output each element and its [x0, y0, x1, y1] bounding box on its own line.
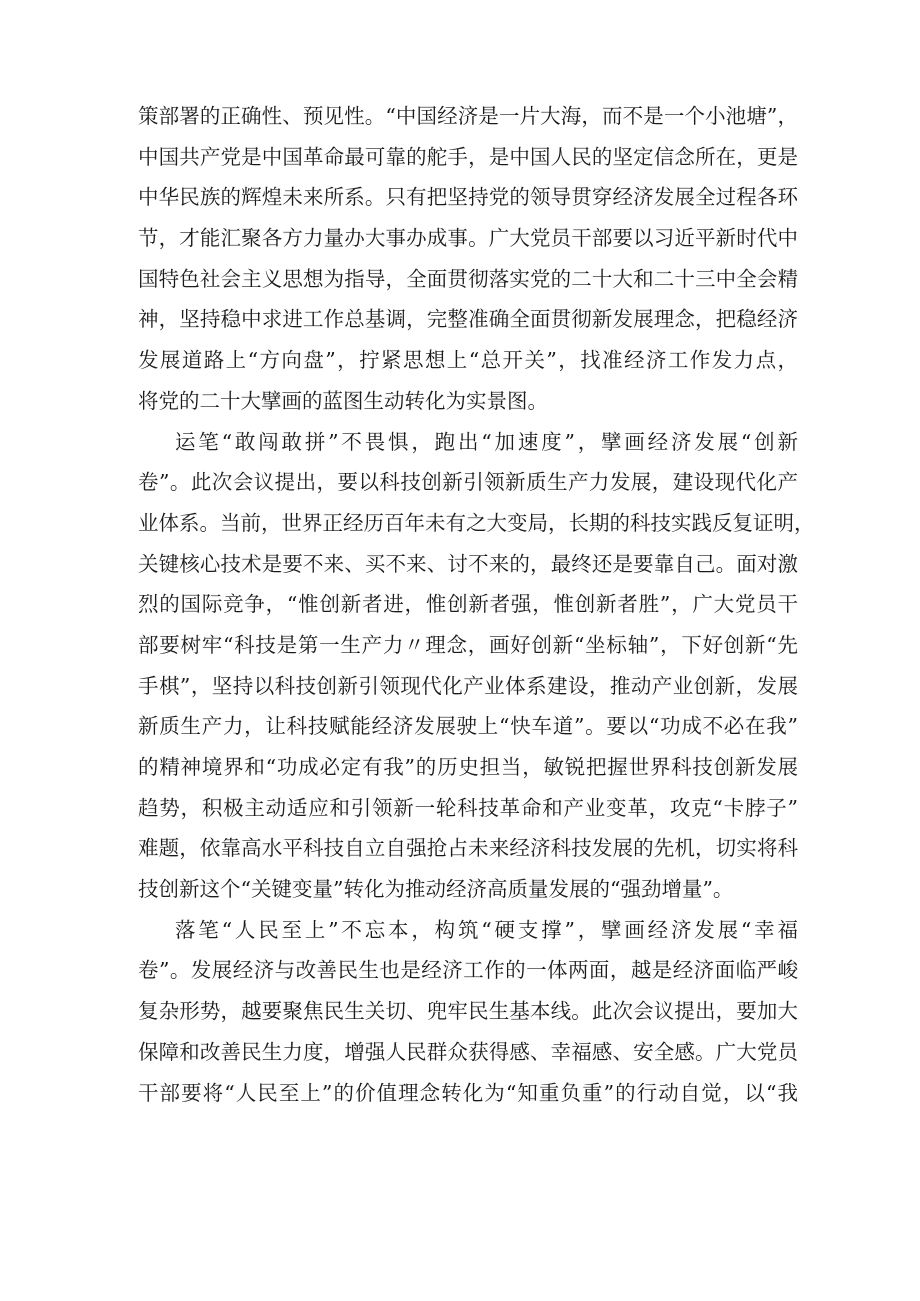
text-line: 业体系。当前，世界正经历百年未有之大变局，长期的科技实践反复证明， — [138, 510, 815, 535]
text-line: 运笔“敢闯敢拼”不畏惧，跑出“加速度”，擘画经济发展“创新 — [175, 429, 798, 454]
text-line: 神，坚持稳中求进工作总基调，完整准确全面贯彻新发展理念，把稳经济 — [138, 307, 798, 332]
paragraph-2 — [138, 422, 815, 910]
text-line: 卷”。发展经济与改善民生也是经济工作的一体两面，越是经济面临严峻 — [138, 958, 798, 983]
text-line: 趋势，积极主动适应和引领新一轮科技革命和产业变革，攻克“卡脖子” — [138, 795, 798, 820]
paragraph-3 — [138, 910, 798, 1113]
text-line: 复杂形势，越要聚焦民生关切、兜牢民生基本线。此次会议提出，要加大 — [138, 999, 798, 1024]
paragraph-1 — [138, 96, 798, 422]
text-line: 干部要将“人民至上”的价值理念转化为“知重负重”的行动自觉，以“我 — [138, 1080, 798, 1105]
text-line: 的精神境界和“功成必定有我”的历史担当，敏锐把握世界科技创新发展 — [138, 755, 798, 779]
text-line: 将党的二十大擘画的蓝图生动转化为实景图。 — [138, 388, 548, 413]
text-line: 技创新这个“关键变量”转化为推动经济高质量发展的“强劲增量”。 — [138, 877, 734, 902]
text-line: 难题，依靠高水平科技自立自强抢占未来经济科技发展的先机，切实将科 — [138, 836, 798, 861]
text-line: 落笔“人民至上”不忘本，构筑“硬支撑”，擘画经济发展“幸福 — [175, 917, 798, 942]
text-line: 烈的国际竞争，“惟创新者进，惟创新者强，惟创新者胜”，广大党员干 — [138, 592, 798, 617]
text-line: 新质生产力，让科技赋能经济发展驶上“快车道”。要以“功成不必在我” — [138, 714, 798, 739]
text-line: 策部署的正确性、预见性。“中国经济是一片大海，而不是一个小池塘”， — [138, 104, 798, 128]
text-line: 关键核心技术是要不来、买不来、讨不来的，最终还是要靠自己。面对激 — [138, 551, 798, 576]
text-line: 节，才能汇聚各方力量办大事办成事。广大党员干部要以习近平新时代中 — [138, 226, 798, 251]
text-line: 中华民族的辉煌未来所系。只有把坚持党的领导贯穿经济发展全过程各环 — [138, 185, 798, 210]
text-line: 发展道路上“方向盘”，拧紧思想上“总开关”，找准经济工作发力点， — [138, 348, 798, 373]
text-line: 手棋”，坚持以科技创新引领现代化产业体系建设，推动产业创新，发展 — [138, 673, 798, 698]
text-line: 国特色社会主义思想为指导，全面贯彻落实党的二十大和二十三中全会精 — [138, 266, 798, 291]
text-line: 部要树牢“科技是第一生产力〃理念，画好创新“坐标轴”，下好创新“先 — [138, 632, 798, 657]
text-line: 卷”。此次会议提出，要以科技创新引领新质生产力发展，建设现代化产 — [138, 470, 798, 495]
body-text — [138, 96, 815, 1113]
text-line: 中国共产党是中国革命最可靠的舵手，是中国人民的坚定信念所在，更是 — [138, 144, 798, 169]
text-line: 保障和改善民生力度，增强人民群众获得感、幸福感、安全感。广大党员 — [138, 1039, 798, 1064]
